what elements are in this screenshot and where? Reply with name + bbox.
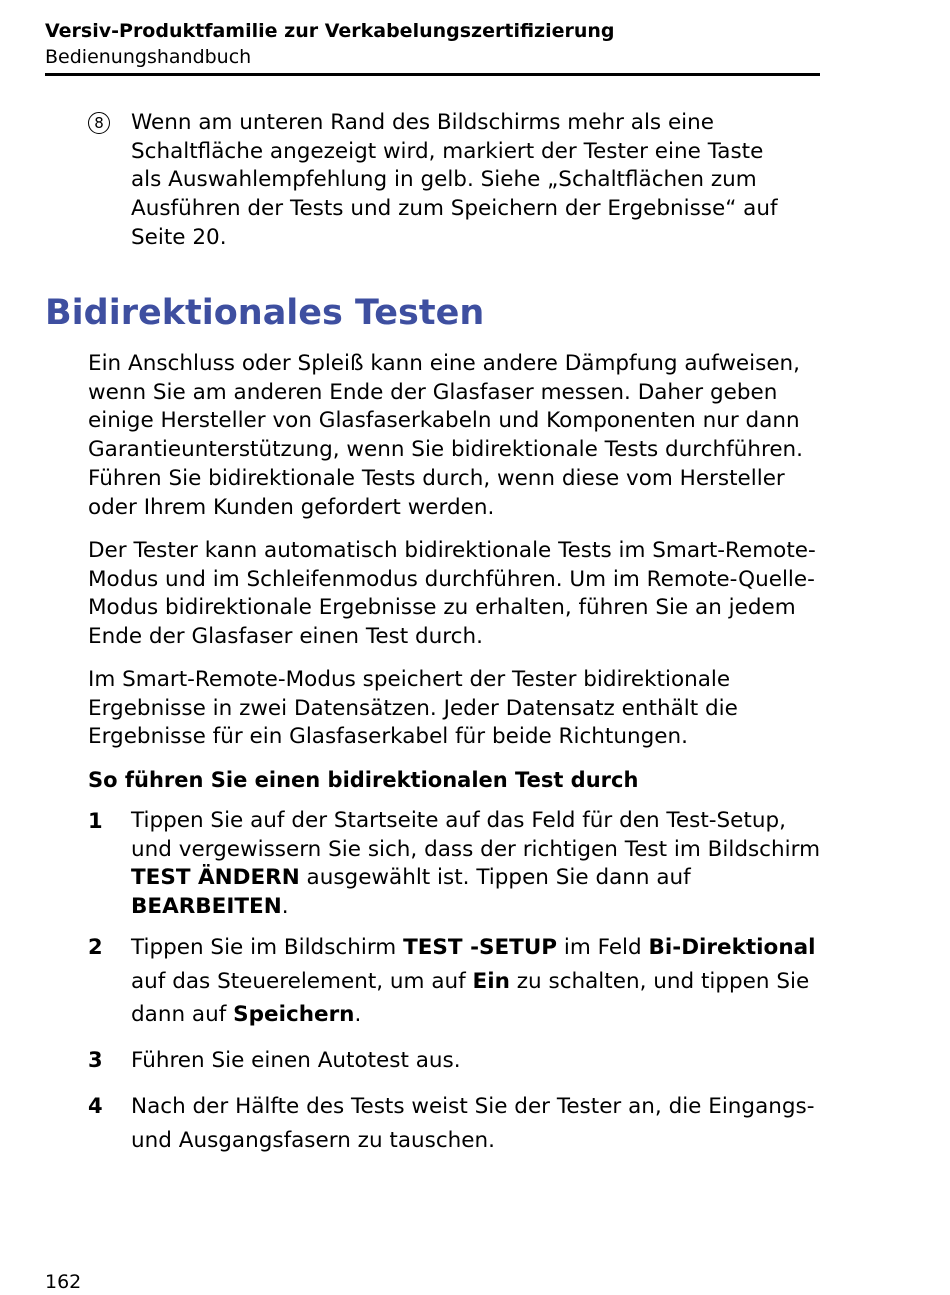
step-1 xyxy=(88,807,828,922)
step-text-part: auf das Steuerelement, um auf xyxy=(131,968,473,994)
button-name-save: Speichern xyxy=(233,1002,355,1027)
button-name-edit: BEARBEITEN xyxy=(131,894,282,920)
callout-number-badge: 8 xyxy=(88,112,110,134)
step-text: Nach der Hälfte des Tests weist Sie der Tester an, die Eingangs- und Ausgangsfasern zu tauschen. xyxy=(131,1094,815,1153)
paragraph-results: Im Smart-Remote-Modus speichert der Tester bidirektionale Ergebnisse in zwei Datensätzen. Jeder Datensatz enthält die Ergebnisse für ein Glasfaserkabel für beide Richtungen. xyxy=(88,667,738,750)
paragraph-intro: Ein Anschluss oder Spleiß kann eine andere Dämpfung aufweisen, wenn Sie am anderen Ende der Glasfaser messen. Daher geben einige Hersteller von Glasfaserkabeln und Komponenten nur dann Garantieunterstützung, wenn Sie bidirektionale Tests durchführen. Führen Sie bidirektionale Tests durch, wenn diese vom Hersteller oder Ihrem Kunden gefordert werden. xyxy=(88,351,804,520)
section-body xyxy=(88,350,828,522)
step-number: 4 xyxy=(88,1094,103,1118)
field-name-bidirectional: Bi-Direktional xyxy=(648,935,816,960)
step-number: 1 xyxy=(88,809,103,833)
section-body-2 xyxy=(88,537,828,652)
step-text: Führen Sie einen Autotest aus. xyxy=(131,1048,461,1073)
step-4 xyxy=(88,1090,828,1157)
section-body-3 xyxy=(88,666,828,752)
page-number: 162 xyxy=(45,1271,82,1293)
step-text-part: . xyxy=(354,1002,362,1027)
step-text-part: Tippen Sie auf der Startseite auf das Feld für den Test-Setup, und vergewissern Sie sich, dass der richtigen Test im Bildschirm xyxy=(131,808,821,862)
step-text-part: zu schalten, und tippen Sie dann auf xyxy=(131,968,810,1027)
paragraph-modes: Der Tester kann automatisch bidirektionale Tests im Smart-Remote-Modus und im Schleifenmodus durchführen. Um im Remote-Quelle-Modus bidirektionale Ergebnisse zu erhalten, führen Sie an jedem Ende der Glasfaser einen Test durch. xyxy=(88,538,816,650)
header-divider xyxy=(45,73,820,76)
step-text-part: im Feld xyxy=(557,935,649,960)
step-text xyxy=(131,931,828,1032)
step-number: 2 xyxy=(88,935,103,959)
screen-name-change-test: TEST ÄNDERN xyxy=(131,865,300,891)
manual-subtitle: Bedienungshandbuch xyxy=(45,46,252,68)
page-header xyxy=(45,18,820,70)
step-text-part: . xyxy=(281,894,289,920)
step-text-part: Tippen Sie im Bildschirm xyxy=(131,935,404,960)
value-on: Ein xyxy=(472,968,510,994)
manual-title: Versiv-Produktfamilie zur Verkabelungszertifizierung xyxy=(45,20,615,42)
step-number: 3 xyxy=(88,1048,103,1072)
callout-text: Wenn am unteren Rand des Bildschirms mehr als eine Schaltfläche angezeigt wird, markiert der Tester eine Taste als Auswahlempfehlung in gelb. Siehe „Schaltflächen zum Ausführen der Tests und zum Speichern der Ergebnisse“ auf Seite 20. xyxy=(131,110,778,250)
section-title: Bidirektionales Testen xyxy=(45,293,485,333)
step-text xyxy=(131,807,828,922)
callout-item xyxy=(88,109,788,253)
step-3 xyxy=(88,1044,828,1078)
step-2 xyxy=(88,931,828,1032)
screen-name-test-setup: TEST -SETUP xyxy=(403,935,558,960)
procedure-heading: So führen Sie einen bidirektionalen Test durch xyxy=(88,768,639,792)
step-text-part: ausgewählt ist. Tippen Sie dann auf xyxy=(299,865,691,891)
